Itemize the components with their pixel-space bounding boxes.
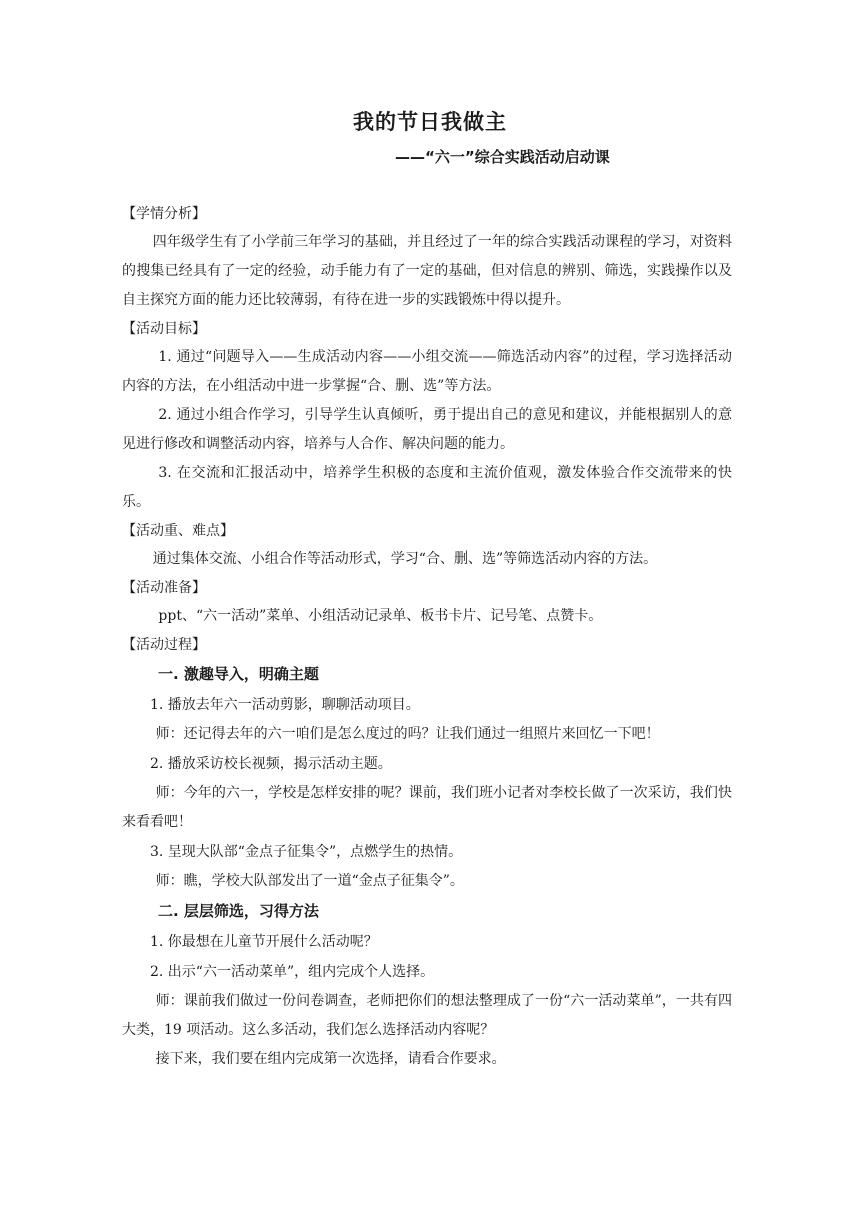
step-1-1: 1. 播放去年六一活动剪影，聊聊活动项目。 [150,697,420,713]
document-body [122,200,732,1074]
section-heading-process: 【活动过程】 [122,637,206,653]
section-heading-key-points: 【活动重、难点】 [122,523,234,539]
step-2-2: 2. 出示“六一活动菜单”，组内完成个人选择。 [150,964,435,980]
teacher-line-1-3: 师：瞧，学校大队部发出了一道“金点子征集令”。 [155,873,464,889]
section-heading-preparation: 【活动准备】 [122,580,206,596]
goal-item-2: 2. 通过小组合作学习，引导学生认真倾听，勇于提出自己的意见和建议，并能根据别人的意见进行修改和调整活动内容，培养与人合作、解决问题的能力。 [122,407,732,452]
section-heading-analysis: 【学情分析】 [122,206,206,222]
goal-item-3: 3. 在交流和汇报活动中，培养学生积极的态度和主流价值观，激发体验合作交流带来的快乐。 [122,465,732,510]
document-subtitle: ——“六一”综合实践活动启动课 [395,148,610,166]
document-title: 我的节日我做主 [353,110,507,134]
teacher-line-2-2b: 接下来，我们要在组内完成第一次选择，请看合作要求。 [155,1051,506,1067]
paragraph-preparation: ppt、“六一活动”菜单、小组活动记录单、板书卡片、记号笔、点赞卡。 [158,608,603,624]
step-2-1: 1. 你最想在儿童节开展什么活动呢？ [150,934,378,950]
step-1-3: 3. 呈现大队部“金点子征集令”，点燃学生的热情。 [150,844,463,860]
part-heading-1: 一. 激趣导入，明确主题 [158,665,319,683]
section-heading-goals: 【活动目标】 [122,321,206,337]
paragraph-key-points: 通过集体交流、小组合作等活动形式，学习“合、删、选”等筛选活动内容的方法。 [152,551,658,567]
teacher-line-1-2: 师：今年的六一，学校是怎样安排的呢？课前，我们班小记者对李校长做了一次采访，我们快来看看吧！ [122,785,732,830]
teacher-line-1-1: 师：还记得去年的六一咱们是怎么度过的吗？让我们通过一组照片来回忆一下吧！ [155,726,660,742]
teacher-line-2-2: 师：课前我们做过一份问卷调查，老师把你们的想法整理成了一份“六一活动菜单”，一共有四大类，19 项活动。这么多活动，我们怎么选择活动内容呢？ [122,993,732,1038]
goal-item-1: 1. 通过“问题导入——生成活动内容——小组交流——筛选活动内容”的过程，学习选择活动内容的方法，在小组活动中进一步掌握“合、删、选”等方法。 [122,349,732,394]
step-1-2: 2. 播放采访校长视频，揭示活动主题。 [150,756,392,772]
paragraph-analysis: 四年级学生有了小学前三年学习的基础，并且经过了一年的综合实践活动课程的学习，对资料的搜集已经具有了一定的经验，动手能力有了一定的基础，但对信息的辨别、筛选，实践操作以及自主探究方面的能力还比较薄弱，有待在进一步的实践锻炼中得以提升。 [122,234,732,308]
part-heading-2: 二. 层层筛选，习得方法 [158,902,319,920]
